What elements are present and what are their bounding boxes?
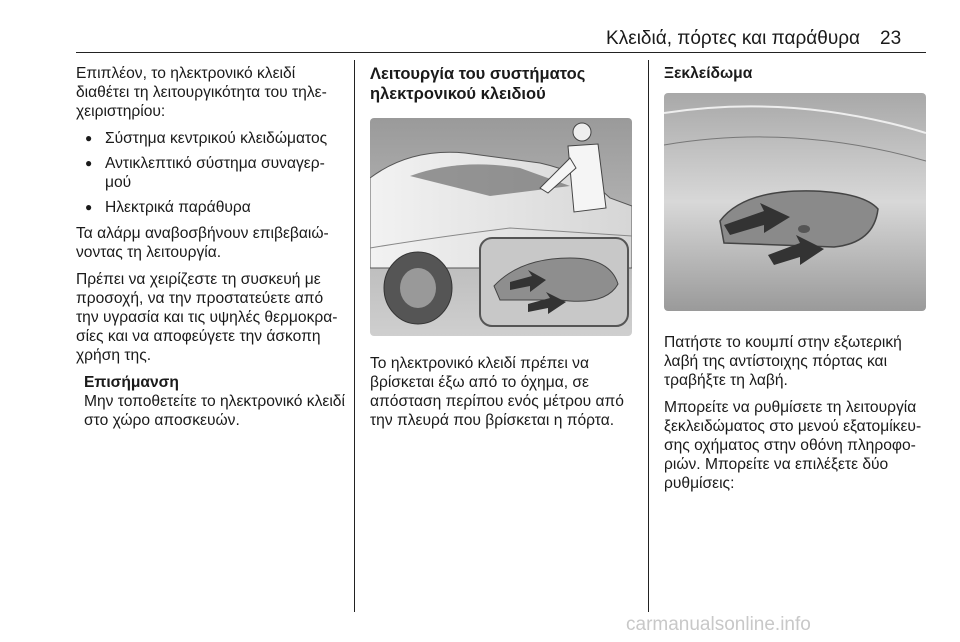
header-title: Κλειδιά, πόρτες και παράθυρα	[606, 28, 860, 49]
column-2	[370, 64, 638, 438]
header-rule	[76, 52, 926, 53]
unlock-settings-text: Μπορείτε να ρυθμίσετε τη λειτουργία ξεκλειδώματος στο μενού εξατομίκευ-σης οχήματος στην οθόνη πληροφο-ριών. Μπορείτε να επιλέξετε δύο ρυθμίσεις:	[664, 399, 922, 492]
section-heading: Λειτουργία του συστήματος ηλεκτρονικού κλειδιού	[370, 65, 586, 103]
column-1	[76, 64, 346, 430]
note-block	[76, 373, 346, 430]
page-number: 23	[880, 28, 902, 49]
list-item: ● Σύστημα κεντρικού κλειδώματος	[76, 129, 346, 148]
column-divider-2	[648, 60, 649, 612]
note-title: Επισήμανση	[84, 374, 179, 391]
care-paragraph: Πρέπει να χειρίζεστε τη συσκευή με προσοχή, να την προστατεύετε από την υγρασία και τις υψηλές θερμοκρα-σίες και να αποφεύγετε την άσκοπη χρήση της.	[76, 271, 338, 364]
list-item: ● Αντικλεπτικό σύστημα συναγερ-μού	[76, 154, 346, 192]
car-illustration	[370, 118, 632, 336]
column-divider-1	[354, 60, 355, 612]
feature-list	[76, 129, 346, 217]
note-text: Μην τοποθετείτε το ηλεκτρονικό κλειδί στο χώρο αποσκευών.	[84, 393, 345, 429]
key-distance-text: Το ηλεκτρονικό κλειδί πρέπει να βρίσκεται έξω από το όχημα, σε απόσταση περίπου ενός μέτρου από την πλευρά που βρίσκεται η πόρτα.	[370, 355, 624, 429]
watermark: carmanualsonline.info	[626, 614, 811, 635]
door-handle-illustration	[664, 93, 926, 311]
intro-paragraph: Επιπλέον, το ηλεκτρονικό κλειδί διαθέτει τη λειτουργικότητα του τηλε-χειριστηρίου:	[76, 65, 327, 120]
list-item: ● Ηλεκτρικά παράθυρα	[76, 198, 346, 217]
section-heading-unlock: Ξεκλείδωμα	[664, 65, 753, 82]
confirmation-paragraph: Τα αλάρμ αναβοσβήνουν επιβεβαιώ-νοντας τη λειτουργία.	[76, 225, 329, 261]
column-3	[664, 64, 932, 501]
unlock-instructions: Πατήστε το κουμπί στην εξωτερική λαβή της αντίστοιχης πόρτας και τραβήξτε τη λαβή.	[664, 334, 902, 389]
